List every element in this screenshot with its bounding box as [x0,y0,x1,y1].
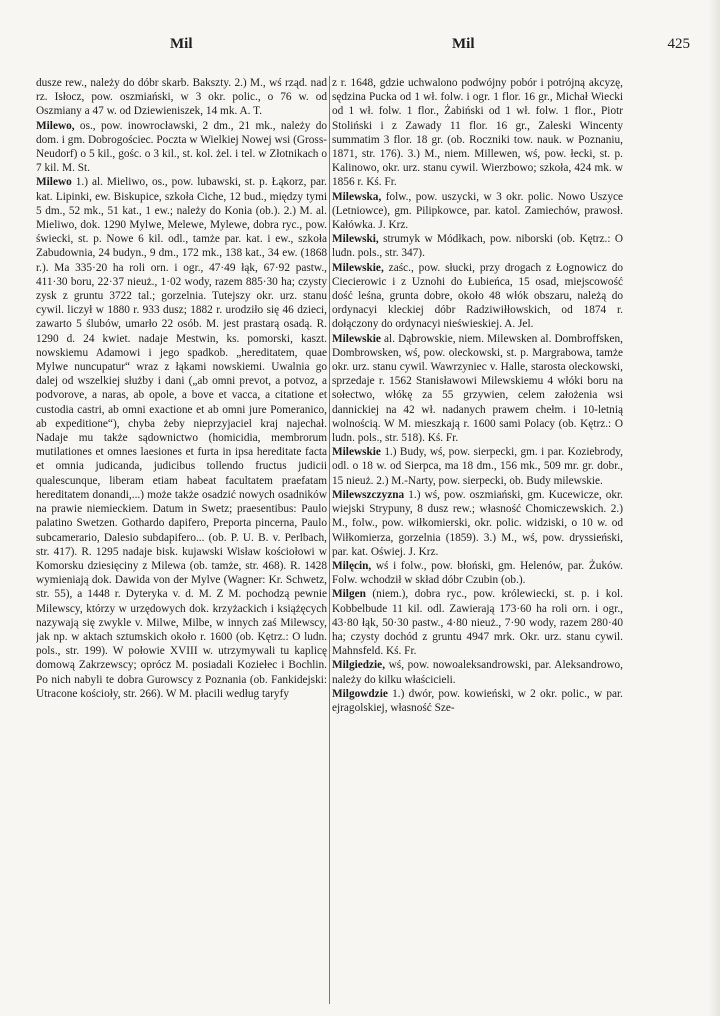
right-column [332,76,623,1004]
entry-text: folw., pow. uszycki, w 3 okr. polic. Nowo Uszyce (Letniowce), gm. Pilipkowce, par. katol. Zamiechów, prawosł. Kałówka. J. Krz. [332,190,623,232]
dictionary-entry [332,445,623,488]
dictionary-entry [332,76,623,190]
dictionary-entry [332,658,623,686]
entry-headword: Milgen [332,588,366,601]
entry-headword: Milgowdzie [332,687,388,700]
entry-text: os., pow. inowrocławski, 2 dm., 21 mk., należy do dom. i gm. Dobrogościec. Poczta w Wielkiej Nowej wsi (Gross-Neudorf) o 5 kil., gośc. o 3 kil., st. kol. żel. i tel. w Złotnikach o 7 kil. M. St. [36,119,327,175]
entry-text: 1.) Budy, wś, pow. sierpecki, gm. i par. Koziebrody, odl. o 18 w. od Sierpca, ma 18 dm., 156 mk., 509 mr. gr. dobr., 15 nieuż. 2.) M.-Narty, pow. sierpecki, ob. Budy milewskie. [332,446,623,487]
entry-text: wś i folw., pow. błoński, gm. Helenów, par. Żuków. Folw. wchodził w skład dóbr Czubin (ob.). [332,559,623,587]
entry-text: dusze rew., należy do dóbr skarb. Bakszty. 2.) M., wś rząd. nad rz. Isłocz, pow. oszmiański, w 3 okr. polic., o 76 w. od Oszmiany a 47 w. od Dziewieniszek, 14 mk. A. T. [36,77,327,118]
dictionary-entry [332,687,623,715]
dictionary-entry [36,175,327,701]
text-columns [36,76,702,1004]
entry-headword: Milewska, [332,190,382,203]
entry-headword: Milewo, [36,119,75,132]
dictionary-entry [36,119,327,176]
scan-edge-shadow [708,0,720,1016]
dictionary-entry [332,261,623,332]
dictionary-entry [332,190,623,233]
dictionary-entry [332,332,623,446]
entry-text: wś, pow. nowoaleksandrowski, par. Aleksandrowo, należy do kilku właścicieli. [332,659,623,686]
entry-text: 1.) dwór, pow. kowieński, w 2 okr. polic., w par. ejragolskiej, własność Sze- [332,687,623,714]
page-number: 425 [667,36,690,52]
entry-text: z r. 1648, gdzie uchwalono podwójny pobór i potrójną akcyzę, sędzina Pucka od 1 wł. folw. i ogr. 1 flor. 16 gr., Michał Wiecki od 1 wł. folw. 1 flor., Żabiński od 1 wł. folw. 1 flor., Piotr Stoliński i z Zawady 11 flor. 16 gr., Zaleski Wincenty summatim 3 flor. 18 gr. (ob. Roczniki tow. nauk. w Poznaniu, 1871, str. 176). 3.) M., niem. Millewen, wś, pow. łecki, st. p. Kalinowo, okr. urz. stanu cywil. Wierzbowo; szkoła, 424 mk. w 1856 r. Kś. Fr. [332,77,623,189]
entry-headword: Milewo [36,176,72,189]
entry-text: (niem.), dobra ryc., pow. królewiecki, st. p. i kol. Kobbelbude 11 kil. odl. Zawierają 173·60 ha roli orn. i ogr., 43·80 łąk, 50·30 pastw., 4·80 nieuż., 7·90 wody, razem 280·40 ha; czysty dochód z gruntu 4947 mrk. Okr. urz. stanu cywil. Mahnsfeld. Kś. Fr. [332,588,623,658]
entry-text: strumyk w Módłkach, pow. niborski (ob. Kętrz.: O ludn. pols., str. 347). [332,233,623,260]
entry-headword: Milewskie, [332,261,384,274]
entry-headword: Milewskie [332,446,381,459]
entry-headword: Milewski, [332,233,379,246]
dictionary-entry [332,488,623,559]
entry-headword: Milgiedzie, [332,659,386,672]
dictionary-entry [332,587,623,658]
entry-text: al. Dąbrowskie, niem. Milewsken al. Dombroffsken, Dombrowsken, wś, pow. oleckowski, st. p. Margrabowa, tamże okr. urz. stanu cywil. Wawrzyniec v. Halle, starosta oleckowski, sprzedaje r. 1562 Stanisławowi Milewskiemu 4 włóki boru na sołectwo, włókę za 55 grzywien, celem założenia wsi dannickiej na 42 wł. nadanych prawem chełm. i 10-letnią wolnością. W M. mieszkają r. 1600 sami Polacy (ob. Kętrz.: O ludn. pols., str. 518). Kś. Fr. [332,332,623,445]
page-header [40,36,700,58]
entry-text: 1.) al. Mieliwo, os., pow. lubawski, st. p. Łąkorz, par. kat. Lipinki, ew. Biskupice, szkoła Ciche, 12 bud., między tymi 5 dm., 52 mk., 51 kat., 1 ew.; należy do Konia (ob.). 2.) M. al. Mieliwo, dok. 1290 Mylwe, Melewe, Mylewe, dobra ryc., pow. świecki, st. p. Nowe 6 kil. odl., tamże par. kat. i ew., szkoła Zabudownia, 24 budyn., 9 dm., 172 mk., 138 kat., 34 ew. (1868 r.). Ma 335·20 ha roli orn. i ogr., 47·49 łąk, 67·92 pastw., 411·30 boru, 22·37 nieuż., 1·02 wody, razem 885·30 ha; czysty zysk z gruntu 3722 tal.; gorzelnia. Tutejszy okr. urz. stanu cywil. liczył w 1880 r. 933 dusz; 1882 r. urodziło się 46 dzieci, zawarto 5 ślubów, umarło 22 osób. M. jest prastarą osadą. R. 1290 d. 24 kwiet. nadaje Mestwin, ks. pomorski, kaszt. nowskiemu Adamowi i jego spadkob. „hereditatem, quae Mylwe nuncupatur“ wraz z łąkami nowskiemi. Uwalnia go dalej od wszelkiej służby i dani („ab omni prevot, a potvoz, a podvorove, a naras, ab opole, a bove et vacca, a citatione et custodia castri, ab omni exactione et ab omni jure Pomeranico, ab expeditione“), chyba żeby nieprzyjaciel kraj najechał. Nadaje mu także sądownictwo (homicidia, membrorum mutilationes et omnes laesiones et furta in ipsa hereditate facta et omnia judicanda, judicibus tollendo fructus judicii qualescunque, liberam etiam habeat facultatem praefatam hereditatem donandi,...) może także osadzić nowych osadników na prawie niemieckiem. Datum in Swetz; praesentibus: Paulo palatino Swetzen. Gothardo dapifero, Preporta pincerna, Paulo subcamerario, Dalesio subdapifero... (ob. P. U. B. v. Perlbach, str. 417). R. 1295 nadaje bisk. kujawski Wisław kościołowi w Komorsku dziesięciny z Milewa (ob. tamże, str. 468). R. 1428 wymieniają dok. Dawida von der Mylve (Wagner: Kr. Schwetz, str. 55), a 1448 r. Dyteryka v. d. M. Z M. pochodzą pewnie Milewscy, którzy w urzędowych dok. krzyżackich i książęcych nazywają się zwykle v. Milwe, Milbe, w innych zaś Milewscy, jak np. w aktach sztumskich około r. 1600 (ob. Kętrz.: O ludn. pols., str. 199). W połowie XVIII w. utrzymywali tu kaplicę domową Zakrzewscy; oprócz M. posiadali Koziełec i Bochlin. Po nich nabyli te dobra Gurowscy z Poznania (ob. Fankidejski: Utracone kościoły, str. 266). W M. płacili według taryfy [36,176,327,700]
entry-text: zaśc., pow. słucki, przy drogach z Łognowicz do Ciecierowic i z Uznohi do Łubieńca, 15 osad, miejscowość dość leśna, grunta dobre, około 48 włók obszaru, należą do ordynacyi kleckiej dóbr Radziwiłłowskich, od 1874 r. dołączony do ordynacyi nieświeskiej. A. Jel. [332,261,623,331]
entry-text: 1.) wś, pow. oszmiański, gm. Kucewicze, okr. wiejski Strypuny, 8 dusz rew.; własność Chomiczewskich. 2.) M., folw., pow. wiłkomierski, okr. polic. widziski, o 10 w. od Wiłkomierza, gorzelnia (1859). 3.) M., wś, pow. dryssieński, par. kat. Oświej. J. Krz. [332,488,623,558]
header-left-guide-word: Mil [170,36,193,52]
dictionary-entry [332,559,623,587]
dictionary-entry [332,232,623,260]
entry-headword: Milewszczyzna [332,488,405,501]
header-center-guide-word: Mil [452,36,475,52]
entry-headword: Milewskie [332,332,381,345]
entry-headword: Milęcin, [332,559,372,572]
left-column [36,76,327,1004]
dictionary-entry [36,76,327,119]
column-divider [329,76,330,1004]
